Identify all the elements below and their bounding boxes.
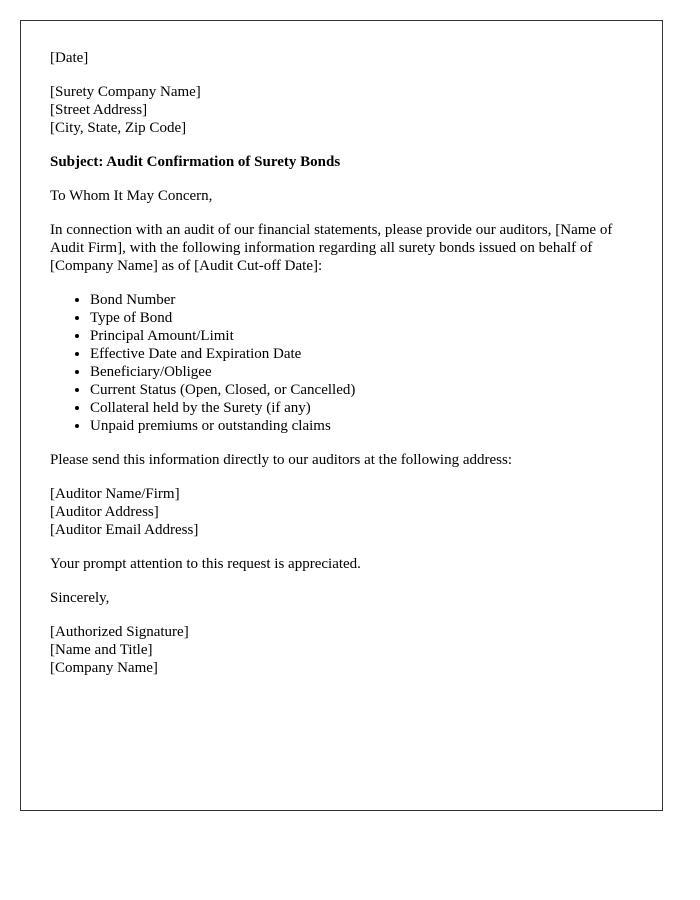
letter [20, 20, 663, 811]
closing-note: Your prompt attention to this request is appreciated. [50, 556, 361, 572]
subject: Subject: Audit Confirmation of Surety Bonds [50, 154, 341, 170]
list-item: • Collateral held by the Surety (if any) [90, 399, 633, 417]
recipient-line: [Surety Company Name] [50, 84, 201, 100]
salutation: To Whom It May Concern, [50, 188, 213, 204]
list-item: • Unpaid premiums or outstanding claims [90, 417, 633, 435]
auditor-line: [Auditor Address] [50, 504, 159, 520]
signature-line: [Name and Title] [50, 642, 153, 658]
list-item: • Type of Bond [90, 309, 633, 327]
list-item: • Principal Amount/Limit [90, 327, 633, 345]
send-instruction: Please send this information directly to our auditors at the following address: [50, 452, 512, 468]
recipient-line: [Street Address] [50, 102, 148, 118]
auditor-line: [Auditor Name/Firm] [50, 486, 180, 502]
list-item: • Beneficiary/Obligee [90, 363, 633, 381]
list-item: • Effective Date and Expiration Date [90, 345, 633, 363]
signature-block [50, 623, 633, 677]
signature-line: [Company Name] [50, 660, 158, 676]
date: [Date] [50, 50, 89, 66]
signature-line: [Authorized Signature] [50, 624, 189, 640]
list-item: • Bond Number [90, 291, 633, 309]
requested-info-list [50, 291, 633, 435]
auditor-address [50, 485, 633, 539]
recipient-address [50, 83, 633, 137]
closing: Sincerely, [50, 590, 110, 606]
intro-paragraph: In connection with an audit of our financial statements, please provide our auditors, [Name of Audit Firm], with the following information regarding all surety bonds issued on behalf of [Company Name] as of [Audit Cut-off Date]: [50, 222, 613, 274]
auditor-line: [Auditor Email Address] [50, 522, 199, 538]
recipient-line: [City, State, Zip Code] [50, 120, 187, 136]
list-item: • Current Status (Open, Closed, or Cancelled) [90, 381, 633, 399]
